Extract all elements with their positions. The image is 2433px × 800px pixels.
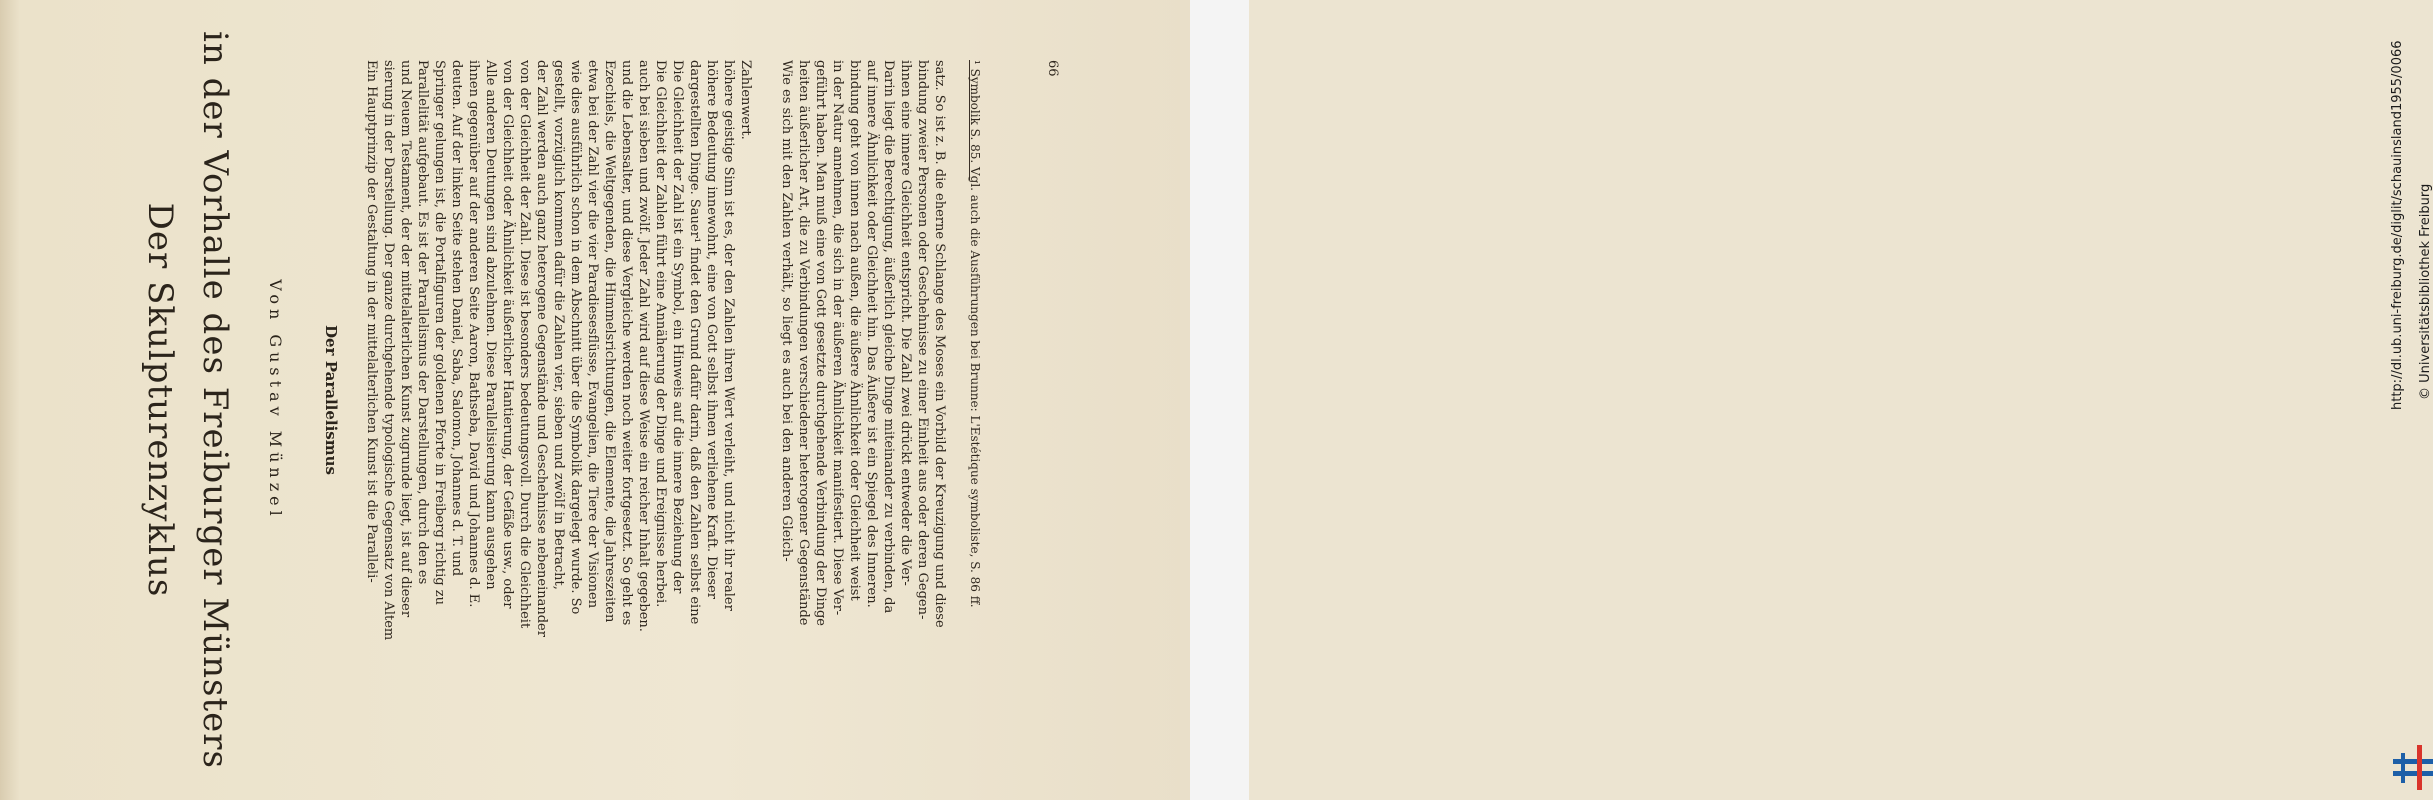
text-line: gestellt, vorzüglich kommen dafür die Zahlen vier, sieben und zwölf in Betracht,	[551, 60, 566, 590]
scanned-page	[0, 0, 1190, 800]
text-line: satz. So ist z. B. die eherne Schlange des Moses ein Vorbild der Kreuzigung und diese	[932, 60, 947, 628]
text-line: Ezechiels, die Weltgegenden, die Himmelsrichtungen, die Elemente, die Jahreszeiten	[602, 60, 617, 623]
text-line: ihnen gegenüber auf der anderen Seite Aaron, Bathseba, David und Johannes d. E.	[466, 60, 481, 608]
text-line: wie dies ausführlich schon in dem Abschnitt über die Symbolik dargelegt wurde. So	[568, 60, 583, 615]
text-line: auch bei sieben und zwölf. Jeder Zahl wird auf diese Weise ein reicher Inhalt gegeben.	[636, 60, 651, 632]
text-line: Wie es sich mit den Zahlen verhält, so liegt es auch bei den anderen Gleich-	[779, 60, 794, 562]
text-line: von der Gleichheit der Zahl. Diese ist besonders bedeutungsvoll. Durch die Gleichheit	[517, 60, 532, 629]
text-line: sierung in der Darstellung. Der ganze durchgehende typologische Gegensatz von Altem	[381, 60, 396, 641]
text-line: Springer gelungen ist, die Portalfiguren der goldenen Pforte in Freiberg richtig zu	[432, 60, 447, 605]
text-line: Parallelität aufgebaut. Es ist der Parallelismus der Darstellungen, durch den es	[415, 60, 430, 585]
title-line-1: Der Skulpturenzyklus	[140, 202, 180, 598]
text-line: heiten äußerlicher Art, die zu Verbindungen verschiedener heterogener Gegenstände	[796, 60, 811, 626]
text-line: und Neuem Testament, der der mittelalterlichen Kunst zugrunde liegt, ist auf dieser	[398, 60, 413, 618]
text-line: ihnen eine innere Gleichheit entspricht. Die Zahl zwei drückt entweder die Ver-	[898, 60, 913, 586]
text-line: etwa bei der Zahl vier die vier Paradiesesflüsse, Evangelien, die Tiere der Visionen	[585, 60, 600, 609]
footnote: ¹ Symbolik S. 85. Vgl. auch die Ausführungen bei Brunne: L'Estétique symboliste, S. 86 ff.	[968, 60, 982, 608]
section-heading: Der Parallelismus	[322, 325, 340, 475]
text-line: auf innere Ähnlichkeit oder Gleichheit hin. Das Äußere ist ein Spiegel des Inneren.	[864, 60, 879, 608]
author-line: Von Gustav Münzel	[266, 279, 285, 521]
page-number: 66	[1045, 60, 1060, 77]
viewer-sidebar	[1190, 0, 2433, 800]
text-line: bindung zweier Personen oder Geschehnisse zu einer Einheit aus oder deren Gegen-	[915, 60, 930, 620]
text-line: höhere geistige Sinn ist es, der den Zahlen ihren Wert verleiht, und nicht ihr realer	[721, 60, 736, 611]
text-line: Darin liegt die Berechtigung, äußerlich gleiche Dinge miteinander zu verbinden, da	[881, 60, 896, 614]
text-line: Die Gleichheit der Zahl ist ein Symbol, ein Hinweis auf die innere Beziehung der	[670, 60, 685, 594]
copyright-notice: © Universitätsbibliothek Freiburg	[2418, 183, 2433, 400]
text-line: Ein Hauptprinzip der Gestaltung in der mittelalterlichen Kunst ist die Paralleli-	[364, 60, 379, 583]
page-content-rotated	[0, 0, 1190, 800]
text-line: der Zahl werden auch ganz heterogene Gegenstände und Geschehnisse nebeneinander	[534, 60, 549, 637]
text-line: höhere Bedeutung innewohnt, eine von Gott selbst ihnen verliehene Kraft. Dieser	[704, 60, 719, 599]
text-line: geführt haben. Man muß eine von Gott gesetzte durchgehende Verbindung der Dinge	[813, 60, 828, 626]
title-line-2: in der Vorhalle des Freiburger Münsters	[195, 31, 235, 769]
text-line: dargestellten Dinge. Sauer¹ findet den Grund dafür darin, daß den Zahlen selbst eine	[687, 60, 702, 625]
text-line: Alle anderen Deutungen sind abzulehnen. Diese Parallelisierung kann ausgehen	[483, 60, 498, 590]
text-line: in der Natur annehmen, die sich in der äußeren Ähnlichkeit manifestiert. Diese Ver-	[830, 60, 845, 616]
source-url-link[interactable]: http://dl.ub.uni-freiburg.de/diglit/schauinsland1955/0066	[2390, 40, 2405, 410]
text-line: Zahlenwert.	[738, 60, 753, 140]
text-line: Die Gleichheit der Zahlen führt eine Annäherung der Dinge und Ereignisse herbei.	[653, 60, 668, 608]
text-line: und die Lebensalter, und diese Vergleiche werden noch weiter fortgesetzt. So geht es	[619, 60, 634, 626]
text-line: deuten. Auf der linken Seite stehen Daniel, Saba, Salomon, Johannes d. T. und	[449, 60, 464, 577]
text-line: von der Gleichheit oder Ähnlichkeit äußerlicher Hantierung, der Gefäße usw., oder	[500, 60, 515, 609]
text-line: bindung geht von innen nach außen, die äußere Ähnlichkeit oder Gleichheit weist	[847, 60, 862, 601]
ub-freiburg-logo-icon[interactable]	[2393, 745, 2433, 790]
